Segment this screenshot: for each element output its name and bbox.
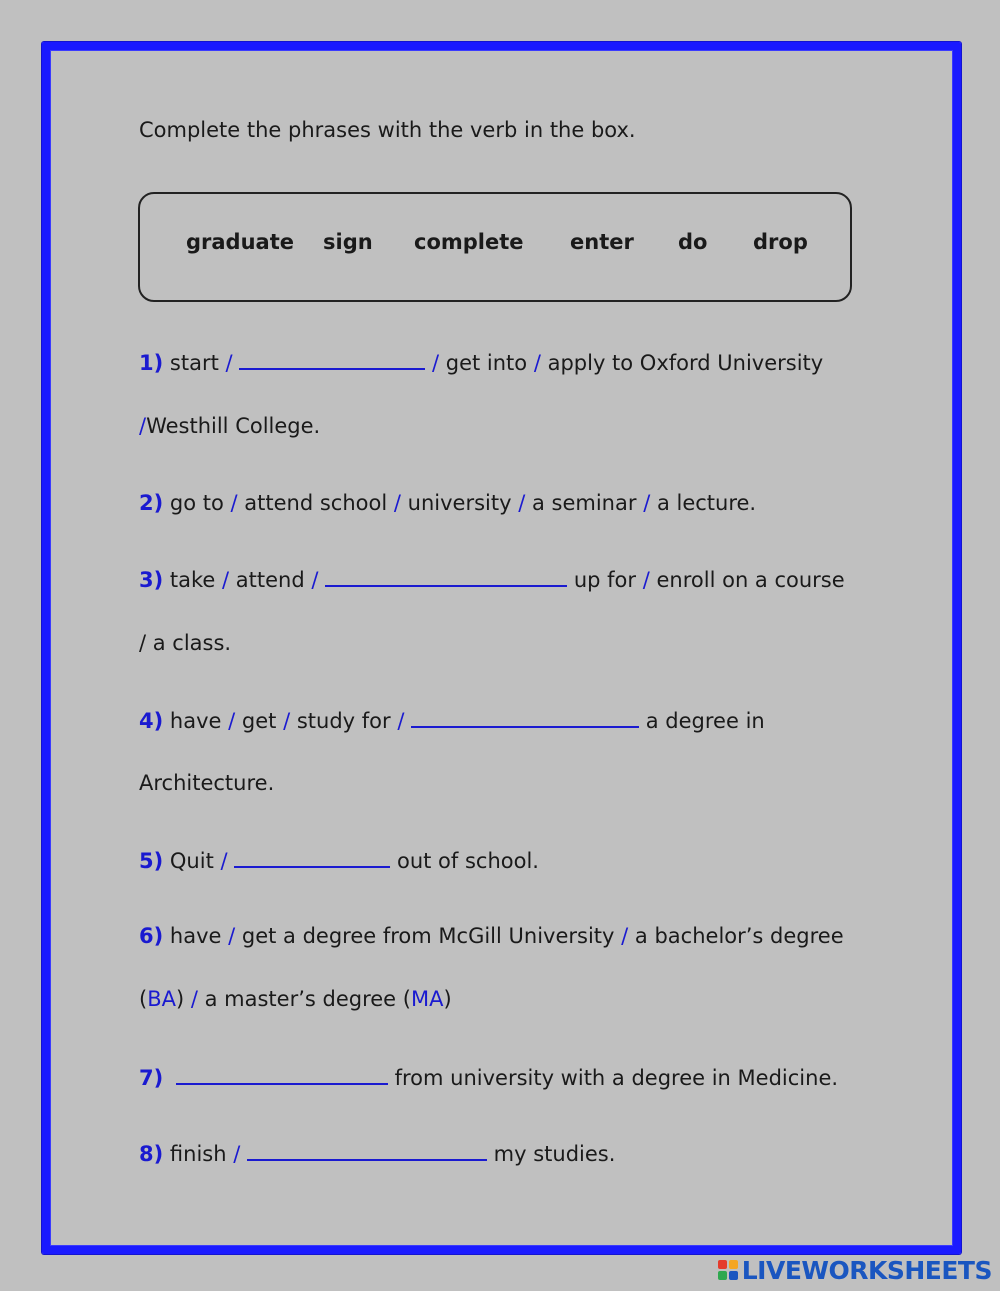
item-1-line-1: 1) start / / get into / apply to Oxford University [139,348,823,377]
item-7-line: 7) from university with a degree in Medicine. [139,1063,838,1092]
blank-5[interactable] [234,846,390,868]
item-4-line-1: 4) have / get / study for / a degree in [139,706,765,735]
brand-text: LIVEWORKSHEETS [741,1255,992,1285]
word-box [138,192,852,302]
blank-4[interactable] [411,706,639,728]
instruction-text: Complete the phrases with the verb in the box. [139,118,636,142]
blank-8[interactable] [247,1139,487,1161]
blank-3[interactable] [325,565,567,587]
item-3-line-2: / a class. [139,631,232,655]
blank-1[interactable] [239,348,425,370]
word-drop: drop [753,230,808,254]
item-6-line-1: 6) have / get a degree from McGill University / a bachelor’s degree [139,924,844,948]
word-sign: sign [323,230,373,254]
blank-7[interactable] [176,1063,388,1085]
item-2-line: 2) go to / attend school / university / a seminar / a lecture. [139,491,757,515]
item-4-line-2: Architecture. [139,771,275,795]
word-enter: enter [570,230,634,254]
word-graduate: graduate [186,230,294,254]
word-do: do [678,230,708,254]
word-complete: complete [414,230,524,254]
liveworksheets-logo-icon [718,1260,738,1280]
item-6-line-2: (BA) / a master’s degree (MA) [139,987,452,1011]
item-8-line: 8) finish / my studies. [139,1139,615,1168]
item-1-line-2: /Westhill College. [139,414,321,438]
brand-logo [718,1255,992,1285]
item-5-line: 5) Quit / out of school. [139,846,539,875]
item-3-line-1: 3) take / attend / up for / enroll on a course [139,565,845,594]
